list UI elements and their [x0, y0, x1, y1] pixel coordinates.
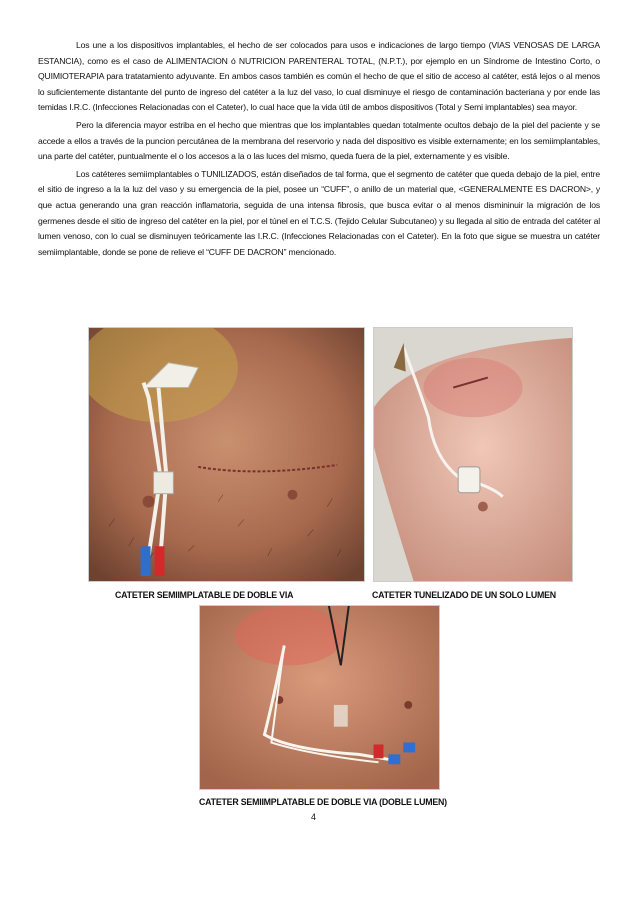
caption-single-lumen: CATETER TUNELIZADO DE UN SOLO LUMEN [372, 590, 556, 600]
page-number: 4 [311, 812, 317, 822]
photo-double-lumen-catheter-chest [88, 327, 365, 582]
photo-double-lumen-chest-necklace [199, 605, 440, 790]
body-text [38, 38, 600, 262]
caption-double-lumen: CATETER SEMIIMPLATABLE DE DOBLE VIA [115, 590, 294, 600]
paragraph-3: Los catéteres semiimplantables o TUNILIZADOS, están diseñados de tal forma, que el segmento de catéter que queda debajo de la piel, entre el sitio de ingreso a la la luz del vaso y su emergencia de la piel, posee un “CUFF”, o anillo de un material que, <GENERALMENTE ES DACRON>, y que actua generando una gran reacción inflamatoria, seguida de una intensa fibrosis, que busca evitar o al menos dismininuir la migración de los germenes desde el sitio de ingreso del catéter en la piel, por el túnel en el T.C.S. (Tejido Celular Subcutaneo) y su llegada al sitio de entrada del catéter al lumen venoso, con lo cual se disminuyen teóricamente las I.R.C. (Infecciones Relacionadas con el Cateter). En la foto que sigue se muestra un catéter semiimplantable, donde se pone de relieve el “CUFF DE DACRON” mencionado. [38, 168, 600, 257]
photo-tunneled-single-lumen [373, 327, 573, 582]
paragraph-1: Los une a los dispositivos implantables, el hecho de ser colocados para usos e indicaciones de largo tiempo (VIAS VENOSAS DE LARGA ESTANCIA), como es el caso de ALIMENTACION ó NUTRICION PARENTERAL TOTAL, (N.P.T.), por ejemplo en un Síndrome de Intestino Corto, o QUIMIOTERAPIA para tratatamiento adyuvante. En ambos casos también es común el hecho de que el sitio de acceso al catéter, está lejos o al menos lo suficientemente distantante del punto de ingreso del catéter a la luz del vaso, lo cual disminuye el riesgo de contaminación bacteriana y por ende las temidas I.R.C. (Infecciones Relacionadas con el Cateter), lo cual hace que la vida útil de ambos dispositivos (Total y Semi implantables) sea mayor. [38, 40, 600, 113]
paragraph-2: Pero la diferencia mayor estriba en el hecho que mientras que los implantables quedan totalmente ocultos debajo de la piel del paciente y se accede a ellos a través de la puncion percutánea de la membrana del reservorio y nada del dispositivo es visible externamente; en los semiimplantables, una parte del catéter, puntualmente el o los accesos a la o las luces del mismo, queda fuera de la piel, externamente y es visible. [38, 119, 600, 162]
caption-double-lumen-bottom: CATETER SEMIIMPLATABLE DE DOBLE VIA (DOBLE LUMEN) [199, 797, 447, 807]
